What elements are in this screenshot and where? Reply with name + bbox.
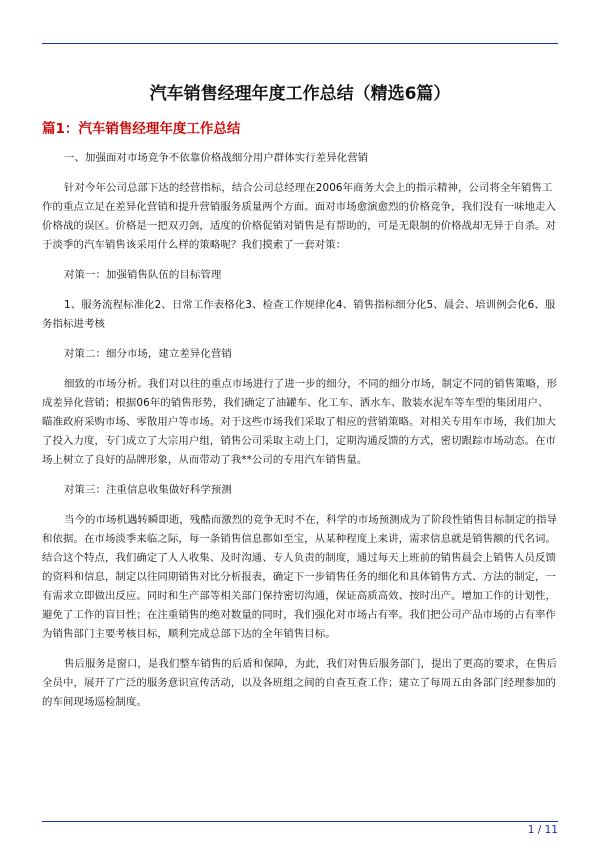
paragraph: 当今的市场机遇转瞬即逝，残酷而激烈的竞争无时不在，科学的市场预测成为了阶段性销售目标制定的指导和依据。在市场淡季来临之际，每一条销售信息都如至宝，从某种程度上来讲，需求信息就是销售额的代名词。结合这个特点，我们确定了人人收集、及时沟通、专人负责的制度，通过每天上班前的销售晨会上销售人员反馈的资料和信息，制定以往同期销售对比分析报表，确定下一步销售任务的细化和具体销售方式、方法的制定，一有需求立即做出反应。同时和生产部等相关部门保持密切沟通，保证高质高效、按时出产。增加工作的计划性，避免了工作的盲目性；在注重销售的绝对数量的同时，我们强化对市场占有率。我们把公司产品市场的占有率作为销售部门主要考核目标，顺利完成总部下达的全年销售目标。 [42,514,558,640]
paragraph: 1、服务流程标准化2、日常工作表格化3、检查工作规律化4、销售指标细分化5、晨会、培训例会化6、服务指标进考核 [42,299,556,330]
paragraph: 对策二：细分市场，建立差异化营销 [64,348,232,360]
page-number: 1 / 11 [527,824,558,836]
section-heading: 篇1：汽车销售经理年度工作总结 [42,121,241,137]
header-rule [42,43,558,44]
paragraph: 对策一：加强销售队伍的目标管理 [64,269,222,281]
footer-rule [42,821,558,822]
paragraph: 对策三：注重信息收集做好科学预测 [64,484,232,496]
paragraph: 针对今年公司总部下达的经营指标，结合公司总经理在2006年商务大会上的指示精神，公司将全年销售工作的重点立足在差异化营销和提升营销服务质量两个方面。面对市场愈演愈烈的价格竞争，我们没有一味地走入价格战的误区。价格是一把双刃剑，适度的价格促销对销售是有帮助的，可是无限制的价格战却无异于自杀。对于淡季的汽车销售该采用什么样的策略呢？我们摸索了一套对策： [42,182,557,251]
paragraph: 售后服务是窗口，是我们整车销售的后盾和保障，为此，我们对售后服务部门，提出了更高的要求，在售后全员中，展开了广泛的服务意识宣传活动，以及各班组之间的自查互查工作；建立了每周五由各部门经理参加的的车间现场巡检制度。 [42,658,558,708]
document-body [42,149,558,723]
paragraph: 细致的市场分析。我们对以往的重点市场进行了进一步的细分，不同的细分市场，制定不同的销售策略，形成差异化营销；根据06年的销售形势，我们确定了油罐车、化工车、洒水车、散装水泥车等车型的集团用户、瞄准政府采购市场、零散用户等市场。对于这些市场我们采取了相应的营销策略。对相关专用车市场，我们加大了投入力度，专门成立了大宗用户组，销售公司采取主动上门，定期沟通反馈的方式，密切跟踪市场动态。在市场上树立了良好的品牌形象，从而带动了我**公司的专用汽车销售量。 [42,378,558,466]
paragraph: 一、加强面对市场竞争不依靠价格战细分用户群体实行差异化营销 [64,152,369,164]
document-title: 汽车销售经理年度工作总结（精选6篇） [149,84,451,104]
